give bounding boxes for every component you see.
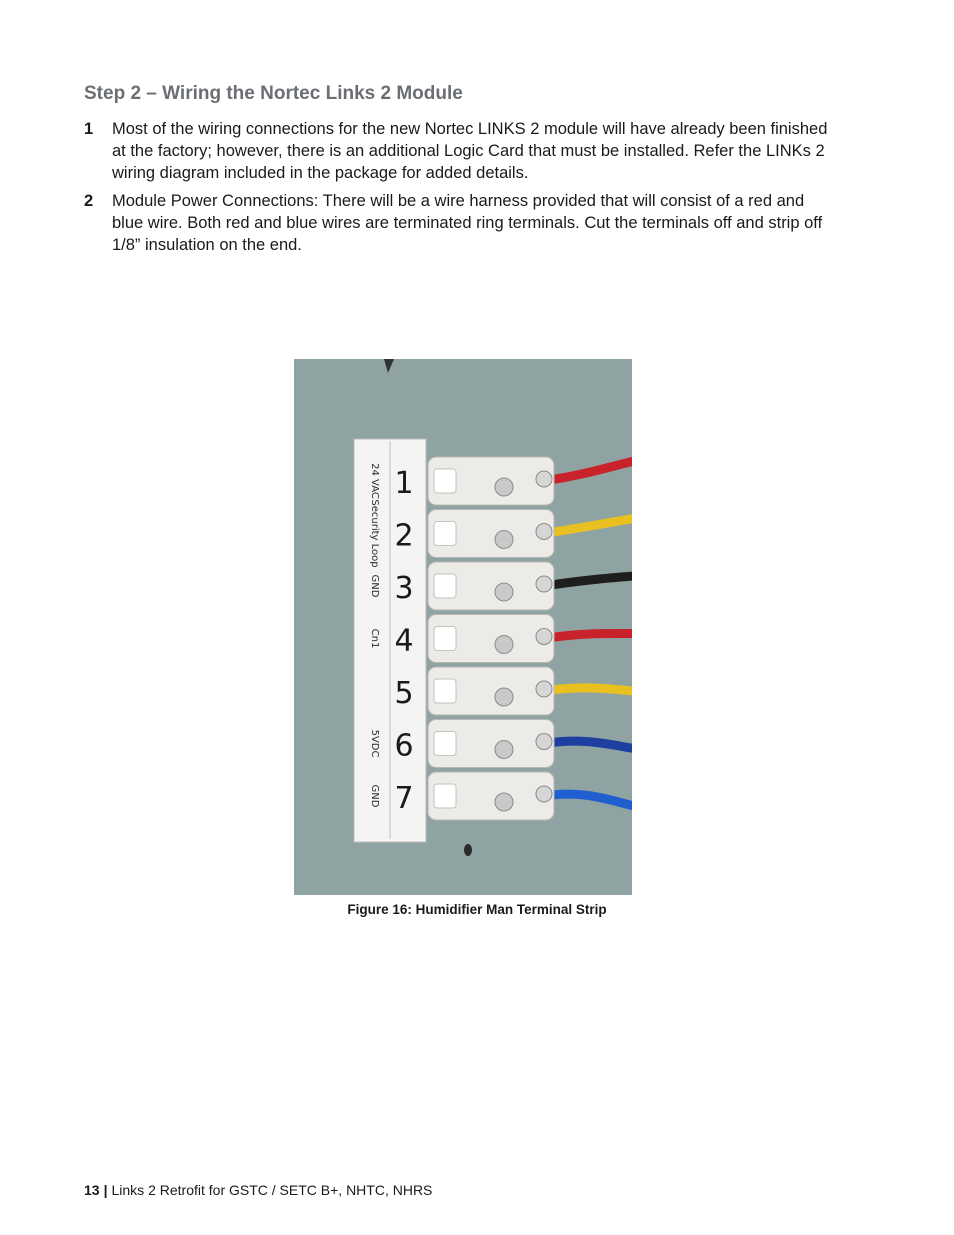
page-footer <box>84 1182 432 1198</box>
terminal-screw <box>536 734 552 750</box>
panel-hole <box>464 844 472 856</box>
terminal-label: GND <box>369 784 380 808</box>
terminal-screw <box>536 681 552 697</box>
terminal-screw <box>495 636 513 654</box>
terminal-label: 5VDC <box>369 729 380 758</box>
figure-caption: Figure 16: Humidifier Man Terminal Strip <box>347 902 607 917</box>
terminal-opening <box>434 574 456 598</box>
terminal-label: 24 VAC <box>369 463 380 499</box>
terminal-screw <box>495 793 513 811</box>
terminal-number: 4 <box>394 623 414 659</box>
terminal-number: 2 <box>394 518 414 554</box>
terminal-opening <box>434 784 456 808</box>
terminal-label: Cn1 <box>369 628 380 649</box>
terminal-screw <box>495 583 513 601</box>
step-text: Module Power Connections: There will be a wire harness provided that will consist of a red and blue wire. Both red and blue wires are terminated ring terminals. Cut the terminals off and strip off 1/8” insulation on the end. <box>112 192 823 254</box>
terminal-screw <box>536 471 552 487</box>
page-number: 13 <box>84 1182 100 1198</box>
step-number: 2 <box>84 192 94 210</box>
terminal-number: 1 <box>394 466 414 501</box>
terminal-number: 3 <box>394 571 414 606</box>
terminal-number: 6 <box>394 728 414 764</box>
terminal-opening <box>434 679 456 703</box>
terminal-screw <box>495 531 513 549</box>
terminal-strip-illustration <box>294 359 632 895</box>
terminal-opening <box>434 522 456 546</box>
footer-title: Links 2 Retrofit for GSTC / SETC B+, NHTC, NHRS <box>111 1182 433 1198</box>
terminal-opening <box>434 469 456 493</box>
terminal-strip-photo <box>294 359 632 895</box>
section-heading: Step 2 – Wiring the Nortec Links 2 Module <box>84 83 463 104</box>
wire <box>544 688 632 691</box>
step-item <box>84 118 834 184</box>
terminal-screw <box>536 576 552 592</box>
terminal-opening <box>434 627 456 651</box>
terminal-screw <box>536 524 552 540</box>
step-text: Most of the wiring connections for the new Nortec LINKS 2 module will have already been finished at the factory; however, there is an additional Logic Card that must be installed. Refer the LINKs 2 wiring diagram included in the package for added details. <box>112 120 828 182</box>
terminal-label: Security Loop <box>369 499 380 568</box>
step-number: 1 <box>84 120 94 138</box>
terminal-number: 7 <box>394 781 414 816</box>
terminal-label: GND <box>369 574 380 598</box>
terminal-screw <box>495 741 513 759</box>
terminal-screw <box>495 478 513 496</box>
terminal-number: 5 <box>394 676 414 711</box>
wire <box>544 633 632 638</box>
step-item <box>84 190 834 256</box>
step-list <box>84 118 834 262</box>
terminal-screw <box>536 786 552 802</box>
footer-separator: | <box>103 1182 108 1198</box>
terminal-screw <box>536 629 552 645</box>
terminal-opening <box>434 732 456 756</box>
terminal-screw <box>495 688 513 706</box>
